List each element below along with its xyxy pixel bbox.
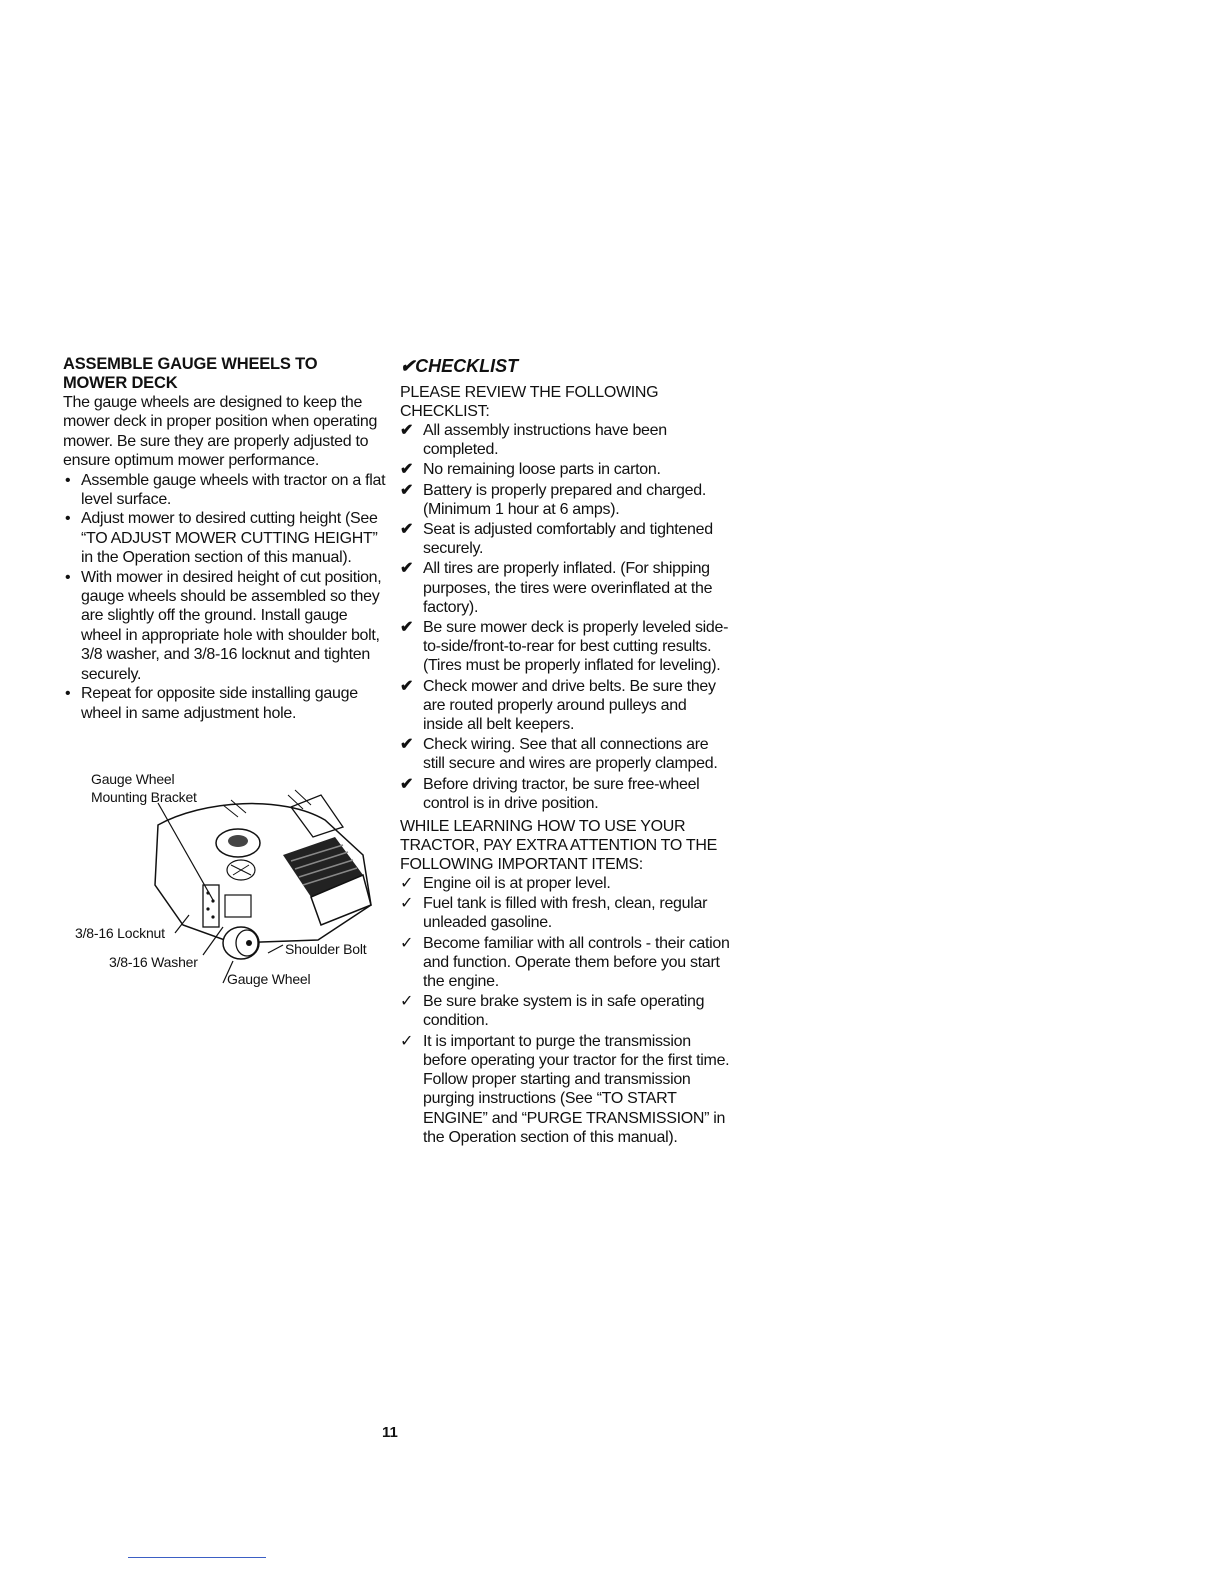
section-heading-gauge-wheels: ASSEMBLE GAUGE WHEELS TO MOWER DECK (63, 355, 318, 392)
footer-divider (128, 1557, 266, 1558)
bullet-icon: • (65, 471, 71, 489)
list-item: • With mower in desired height of cut position, gauge wheels should be assembled so they are slightly off the ground. Install gauge wheel in appropriate hole with shoulder bolt, 3/8 washer, and 3/8-16 locknut and tighten securely. (65, 568, 382, 683)
list-item: ✓ Be sure brake system is in safe operating condition. (400, 993, 705, 1030)
belt-shield (283, 837, 363, 897)
list-item: ✔ Check wiring. See that all connections are still secure and wires are properly clamped. (400, 736, 718, 773)
pre-operation-checklist (400, 421, 730, 813)
bullet-icon: • (65, 510, 71, 528)
label-gauge-wheel-bracket-line1: Gauge Wheel (91, 771, 175, 787)
important-items-list (400, 874, 730, 1147)
label-gauge-wheel-bracket-line2: Mounting Bracket (91, 789, 197, 805)
checklist-title: ✔CHECKLIST (400, 356, 519, 376)
list-item: • Repeat for opposite side installing gauge wheel in same adjustment hole. (65, 685, 358, 722)
check-icon: ✔ (400, 677, 414, 695)
page-number: 11 (382, 1424, 398, 1441)
check-icon: ✔ (400, 422, 414, 439)
bullet-icon: • (65, 685, 71, 703)
list-item: ✓ Engine oil is at proper level. (400, 875, 611, 893)
label-shoulder-bolt: Shoulder Bolt (285, 941, 367, 957)
left-column (63, 355, 388, 723)
list-item: ✓ Fuel tank is filled with fresh, clean, regular unleaded gasoline. (400, 895, 708, 932)
gauge-wheels-intro: The gauge wheels are designed to keep the mower deck in proper position when operating mower. Be sure they are properly adjusted to ensure optimum mower performance. (63, 394, 378, 470)
pulley-hub (228, 835, 248, 847)
list-item: ✔ Seat is adjusted comfortably and tightened securely. (400, 521, 713, 558)
mounting-bracket (203, 885, 219, 927)
list-item: ✔ All assembly instructions have been completed. (400, 422, 667, 459)
label-locknut: 3/8-16 Locknut (75, 925, 165, 941)
list-item: ✔ Check mower and drive belts. Be sure they are routed properly around pulleys and inside all belt keepers. (400, 677, 716, 734)
check-icon: ✓ (400, 993, 414, 1011)
list-item: ✔ Before driving tractor, be sure free-wheel control is in drive position. (400, 775, 700, 812)
check-icon: ✔ (400, 775, 414, 793)
check-icon: ✓ (400, 895, 414, 913)
list-item: ✔ Be sure mower deck is properly leveled side-to-side/front-to-rear for best cutting results. (Tires must be properly inflated for leveling). (400, 619, 729, 675)
list-item: ✔ Battery is properly prepared and charged. (Minimum 1 hour at 6 amps). (400, 481, 706, 518)
list-item: ✔ All tires are properly inflated. (For shipping purposes, the tires were overinflated at the factory). (400, 560, 713, 616)
list-item: ✔ No remaining loose parts in carton. (400, 461, 661, 479)
learning-heading: WHILE LEARNING HOW TO USE YOUR TRACTOR, PAY EXTRA ATTENTION TO THE FOLLOWING IMPORTANT ITEMS: (400, 818, 717, 874)
list-item: ✓ Become familiar with all controls - their cation and function. Operate them before you start the engine. (400, 934, 730, 991)
check-icon: ✔ (400, 560, 414, 578)
label-washer: 3/8-16 Washer (109, 954, 198, 970)
list-item: • Adjust mower to desired cutting height (See “TO ADJUST MOWER CUTTING HEIGHT” in the Operation section of this manual). (65, 510, 378, 567)
gauge-wheel-diagram (63, 765, 393, 1005)
check-icon: ✓ (400, 875, 414, 893)
label-gauge-wheel: Gauge Wheel (227, 971, 311, 987)
check-icon: ✔ (400, 736, 414, 754)
bullet-icon: • (65, 568, 71, 586)
check-icon: ✔ (400, 521, 414, 539)
checklist-intro: PLEASE REVIEW THE FOLLOWING CHECKLIST: (400, 384, 659, 420)
list-item: ✓ It is important to purge the transmission before operating your tractor for the first time. Follow proper starting and transmission purging instructions (See “TO START ENGINE” and “PURGE TRANSMISSION” in the Operation section of this manual). (400, 1032, 730, 1146)
check-icon: ✔ (400, 619, 414, 637)
check-icon: ✓ (400, 1032, 414, 1050)
gauge-wheels-steps (63, 471, 388, 723)
check-icon: ✔ (400, 481, 414, 499)
right-column (400, 355, 730, 1148)
check-icon: ✓ (400, 934, 414, 952)
list-item: • Assemble gauge wheels with tractor on a flat level surface. (65, 471, 386, 509)
check-icon: ✔ (400, 461, 414, 479)
